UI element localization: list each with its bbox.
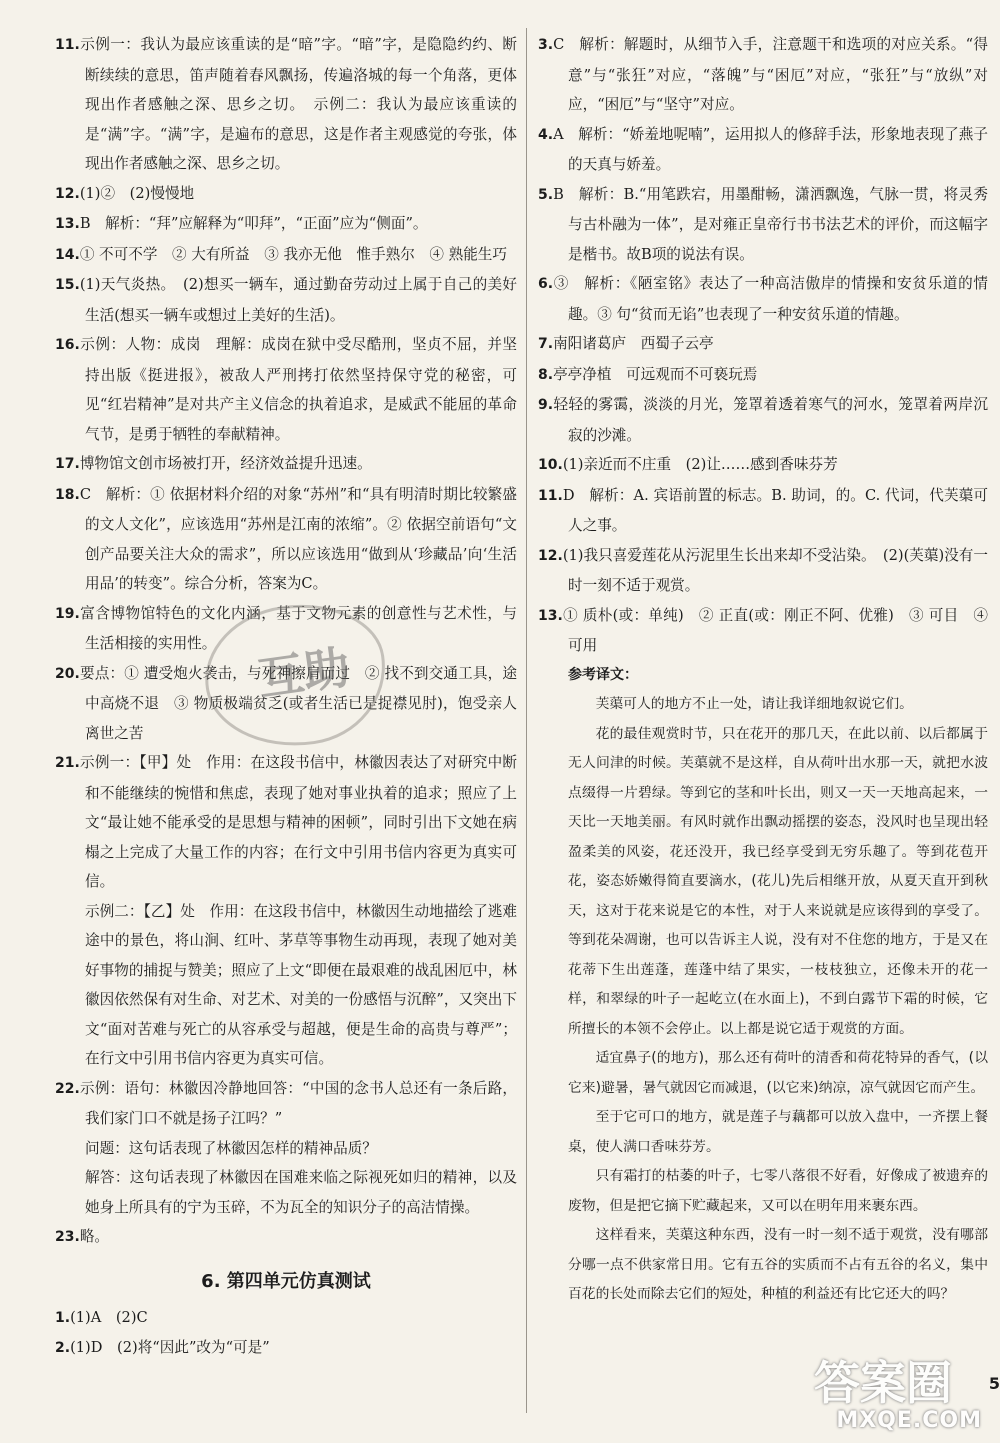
section-heading: 6. 第四单元仿真测试 xyxy=(201,1270,371,1292)
answer-22: 22.示例：语句：林徽因冷静地回答：“中国的念书人总还有一条后路，我们家门口不就是扬子江吗？” xyxy=(55,1079,517,1127)
column-divider xyxy=(526,28,527,1413)
test-answer-4: 4.A 解析：“娇羞地呢喃”，运用拟人的修辞手法，形象地表现了燕子的天真与娇羞。 xyxy=(538,125,988,173)
test-answer-13: 13.① 质朴(或：单纯) ② 正直(或：刚正不阿、优雅) ③ 可目 ④ 可用 xyxy=(538,606,988,654)
answer-17: 17.博物馆文创市场被打开，经济效益提升迅速。 xyxy=(55,455,372,472)
test-answer-3: 3.C 解析：解题时，从细节入手，注意题干和选项的对应关系。“得意”与“张狂”对应，“落魄”与“困厄”对应，“张狂”与“放纵”对应，“困厄”与“坚守”对应。 xyxy=(538,36,988,113)
answer-22-question: 问题：这句话表现了林徽因怎样的精神品质？ xyxy=(85,1139,377,1157)
test-answer-9: 9.轻轻的雾霭，淡淡的月光，笼罩着透着寒气的河水，笼罩着两岸沉寂的沙滩。 xyxy=(538,396,988,444)
reference-translation-title: 参考译文： xyxy=(568,666,638,683)
test-answer-2: 2.(1)D (2)将“因此”改为“可是” xyxy=(55,1339,270,1356)
page-number: 5 xyxy=(988,1374,1000,1393)
test-answer-6: 6.③ 解析：《陋室铭》表达了一种高洁傲岸的情操和安贫乐道的情趣。③ 句“贫而无谄”也表现了一种安贫乐道的情趣。 xyxy=(538,275,988,323)
translation-paragraph-3: 适宜鼻子(的地方)，那么还有荷叶的清香和荷花特异的香气，(以它来)避暑，暑气就因它而减退，(以它来)纳凉，凉气就因它而产生。 xyxy=(568,1050,988,1096)
answer-23: 23.略。 xyxy=(55,1228,110,1245)
test-answer-11: 11.D 解析：A. 宾语前置的标志。B. 助词，的。C. 代词，代芙蕖可人之事。 xyxy=(538,486,988,534)
answer-19: 19.富含博物馆特色的文化内涵，基于文物元素的创意性与艺术性，与生活相接的实用性。 xyxy=(55,604,517,652)
translation-paragraph-6: 这样看来，芙蕖这种东西，没有一时一刻不适于观赏，没有哪部分哪一点不供家常日用。它有五谷的实质而不占有五谷的名义，集中百花的长处而除去它们的短处，种植的利益还有比它还大的吗？ xyxy=(568,1227,988,1302)
translation-paragraph-4: 至于它可口的地方，就是莲子与藕都可以放入盘中，一齐摆上餐桌，使人满口香味芬芳。 xyxy=(568,1109,988,1155)
answer-13: 13.B 解析：“拜”应解释为“叩拜”，“正面”应为“侧面”。 xyxy=(55,215,428,232)
answer-20: 20.要点：① 遭受炮火袭击，与死神擦肩而过 ② 找不到交通工具，途中高烧不退 ③ 物质极端贫乏(或者生活已是捉襟见肘)，饱受亲人离世之苦 xyxy=(55,664,517,742)
answer-22-answer: 解答：这句话表现了林徽因在国难来临之际视死如归的精神，以及她身上所具有的宁为玉碎，不为瓦全的知识分子的高洁情操。 xyxy=(85,1169,517,1216)
answer-21: 21.示例一：【甲】处 作用：在这段书信中，林徽因表达了对研究中断和不能继续的惋惜和焦虑，表现了她对事业执着的追求；照应了上文“最让她不能承受的是思想与精神的困顿”，同时引出下文她在病榻之上完成了大量工作的内容；在行文中引用书信内容更为真实可信。 xyxy=(55,754,517,890)
right-column xyxy=(538,30,988,1310)
translation-paragraph-2: 花的最佳观赏时节，只在花开的那几天，在此以前、以后都属于无人问津的时候。芙蕖就不是这样，自从荷叶出水那一天，就把水波点缀得一片碧绿。等到它的茎和叶长出，则又一天一天地高起来，一天比一天地美丽。有风时就作出飘动摇摆的姿态，没风时也呈现出轻盈柔美的风姿，花还没开，我已经享受到无穷乐趣了。等到花苞开花，姿态娇嫩得简直要滴水，(花儿)先后相继开放，从夏天直开到秋天，这对于花来说是它的本性，对于人来说就是应该得到的享受了。等到花朵凋谢，也可以告诉主人说，没有对不住您的地方，于是又在花蒂下生出莲蓬，莲蓬中结了果实，一枝枝独立，还像未开的花一样，和翠绿的叶子一起屹立(在水面上)，不到白露节下霜的时候，它所擅长的本领不会停止。以上都是说它适于观赏的方面。 xyxy=(568,725,988,1037)
test-answer-5: 5.B 解析：B.“用笔跌宕，用墨酣畅，潇洒飘逸，气脉一贯，将灵秀与古朴融为一体”，是对雍正皇帝行书书法艺术的评价，而这幅字是楷书。故B项的说法有误。 xyxy=(538,185,988,263)
test-answer-7: 7.南阳诸葛庐 西蜀子云亭 xyxy=(538,335,714,352)
stamp-watermark: 互助 xyxy=(196,593,395,758)
test-answer-12: 12.(1)我只喜爱莲花从污泥里生长出来却不受沾染。 (2)(芙蕖)没有一时一刻不适于观赏。 xyxy=(538,546,988,594)
answer-14: 14.① 不可不学 ② 大有所益 ③ 我亦无他 惟手熟尔 ④ 熟能生巧 xyxy=(55,245,507,263)
answer-21-example-2: 示例二：【乙】处 作用：在这段书信中，林徽因生动地描绘了逃难途中的景色，将山涧、红叶、茅草等事物生动再现，表现了她对美好事物的捕捉与赞美；照应了上文“即便在最艰难的战乱困厄中，林徽因依然保有对生命、对艺术、对美的一份感悟与沉醉”，又突出下文“面对苦难与死亡的从容承受与超越，便是生命的高贵与尊严”；在行文中引用书信内容更为真实可信。 xyxy=(85,902,517,1067)
answer-12: 12.(1)② (2)慢慢地 xyxy=(55,184,195,202)
answer-18: 18.C 解析：① 依据材料介绍的对象“苏州”和“具有明清时期比较繁盛的文人文化”，应该选用“苏州是江南的浓缩”。② 依据空前语句“文创产品要关注大众的需求”，所以应该选用“做到从‘珍藏品’向‘生活用品’的转变”。综合分析，答案为C。 xyxy=(55,485,517,592)
test-answer-8: 8.亭亭净植 可远观而不可亵玩焉 xyxy=(538,365,758,383)
translation-paragraph-5: 只有霜打的枯萎的叶子，七零八落很不好看，好像成了被遗弃的废物，但是把它摘下贮藏起来，又可以在明年用来裹东西。 xyxy=(568,1168,988,1214)
answer-16: 16.示例：人物：成岗 理解：成岗在狱中受尽酷刑，坚贞不屈，并坚持出版《挺进报》，被敌人严刑拷打依然坚持保守党的秘密，可见“红岩精神”是对共产主义信念的执着追求，是威武不能屈的革命气节，是勇于牺牲的奉献精神。 xyxy=(55,336,517,443)
test-answer-1: 1.(1)A (2)C xyxy=(55,1308,148,1326)
test-answer-10: 10.(1)亲近而不庄重 (2)让……感到香味芬芳 xyxy=(538,456,838,473)
site-watermark-logo xyxy=(782,1347,992,1437)
answer-15: 15.(1)天气炎热。 (2)想买一辆车，通过勤奋劳动过上属于自己的美好生活(想买一辆车或想过上美好的生活)。 xyxy=(55,276,517,324)
answer-11: 11.示例一：我认为最应该重读的是“暗”字。“暗”字，是隐隐约约、断断续续的意思，笛声随着春风飘扬，传遍洛城的每一个角落，更体现出作者感触之深、思乡之切。 示例二：我认为最应该重读的是“满”字。“满”字，是遍布的意思，这是作者主观感觉的夸张，体现出作者感触之深、思乡之切。 xyxy=(55,36,517,172)
watermark-url: MXQE.COM xyxy=(836,1408,982,1433)
translation-paragraph-1: 芙蕖可人的地方不止一处，请让我详细地叙说它们。 xyxy=(595,696,913,712)
watermark-brand: 答案圈 xyxy=(814,1356,952,1410)
